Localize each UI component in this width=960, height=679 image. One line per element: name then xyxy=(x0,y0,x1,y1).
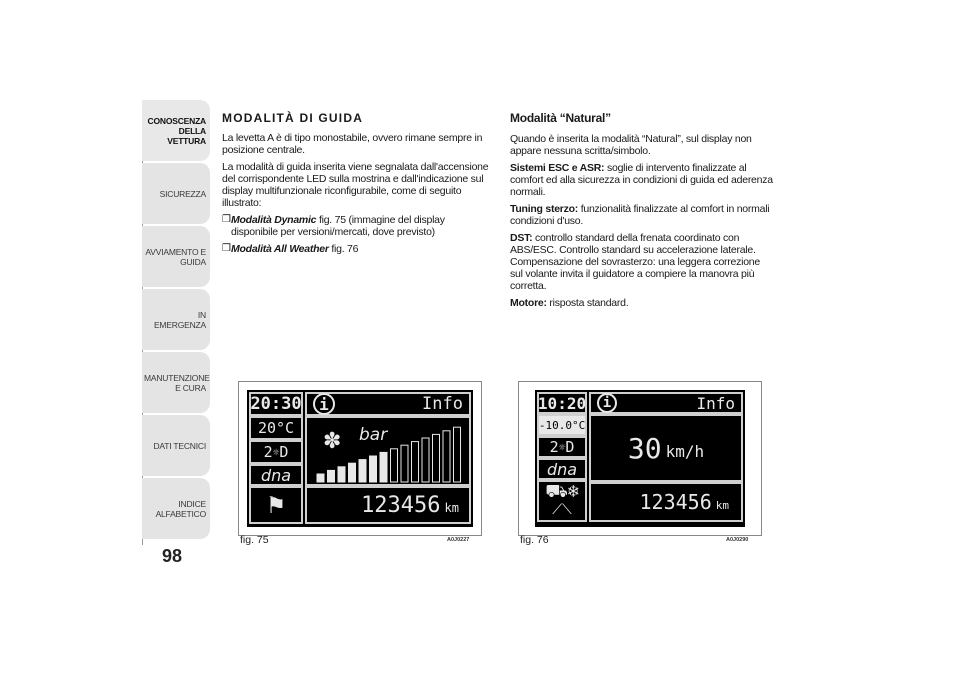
gauge-bar xyxy=(422,438,429,482)
fig-75-label: fig. 75 xyxy=(240,534,269,546)
figure-76 xyxy=(518,381,762,536)
bullet-term: Modalità Dynamic xyxy=(231,214,317,226)
paragraph: Quando è inserita la modalità “Natural”, sul display non appare nessuna scritta/simbolo. xyxy=(510,133,752,157)
lamp-icon: ☼ xyxy=(272,445,280,459)
item-term: Tuning sterzo: xyxy=(510,203,579,215)
bullet-item xyxy=(222,214,492,238)
fig-76-code: A0J0290 xyxy=(726,537,749,543)
clock: 10:20 xyxy=(537,393,587,413)
gauge-bar xyxy=(359,460,366,482)
bullet-item xyxy=(222,243,492,255)
gauge-bar xyxy=(328,470,335,482)
dynamic-flag-icon: ⚑ xyxy=(249,486,303,524)
info-bar xyxy=(589,392,743,414)
item-text: funzionalità finalizzate al comfort in normali condizioni d'uso. xyxy=(510,203,770,227)
bullet-term: Modalità All Weather xyxy=(231,243,329,255)
display-all-weather xyxy=(535,390,745,527)
speed-readout: 30 km/h xyxy=(589,414,743,482)
gauge-bar xyxy=(370,456,377,482)
clock: 20:30 xyxy=(250,394,302,414)
item-text: soglie di intervento finalizzate al comfort ed alla sicurezza in condizioni di guida ed aderenza normali. xyxy=(510,162,773,198)
subheading: Modalità “Natural” xyxy=(510,111,611,125)
info-icon: i xyxy=(313,393,335,415)
item-text: risposta standard. xyxy=(546,297,629,309)
left-column xyxy=(222,112,492,260)
fig-75-code: A0J0227 xyxy=(447,537,470,543)
temperature: -10.0°C xyxy=(537,414,587,436)
info-label: Info xyxy=(422,394,463,414)
bullet-text: fig. 76 xyxy=(328,243,359,255)
gauge-bar xyxy=(412,442,419,482)
tab-indice[interactable]: INDICE ALFABETICO xyxy=(142,478,210,539)
tab-dati-tecnici[interactable]: DATI TECNICI xyxy=(142,415,210,476)
item xyxy=(510,297,775,309)
checkbox-icon: ❒ xyxy=(222,214,231,225)
paragraph: La modalità di guida inserita viene segnalata dall'accensione del corrispondente LED sulla mostrina e dall'indicazione sul display multifunzionale riconfigurabile, come di seguito illustrato: xyxy=(222,161,489,209)
gauge-unit: bar xyxy=(359,425,388,445)
page-number: 98 xyxy=(162,546,183,566)
all-weather-icon xyxy=(537,480,587,522)
item-term: Motore: xyxy=(510,297,547,309)
display-dynamic xyxy=(247,390,473,527)
info-label: Info xyxy=(696,393,735,413)
item xyxy=(510,232,775,292)
tab-avviamento[interactable]: AVVIAMENTO E GUIDA xyxy=(142,226,210,287)
item-term: DST: xyxy=(510,232,533,244)
gauge-bar xyxy=(349,463,356,482)
bullet-text: fig. 75 (immagine del display disponibile per versioni/mercati, dove previsto) xyxy=(231,214,445,238)
odometer: 123456 km xyxy=(589,482,743,522)
gauge-bar xyxy=(401,445,408,482)
item xyxy=(510,203,775,227)
section-heading: MODALITÀ DI GUIDA xyxy=(222,111,364,125)
temperature: 20°C xyxy=(249,416,303,440)
item-text: controllo standard della frenata coordinato con ABS/ESC. Controllo standard su accelerazione laterale. Compensazione del sovrasterzo: una leggera correzione sul volante invita il guidatore a compiere la manovra più corretta. xyxy=(510,232,760,292)
gauge-bar xyxy=(380,452,387,482)
tab-emergenza[interactable]: IN EMERGENZA xyxy=(142,289,210,350)
gear-indicator: 2 ☼ D xyxy=(249,440,303,464)
figure-75 xyxy=(238,381,482,536)
paragraph: La levetta A è di tipo monostabile, ovvero rimane sempre in posizione centrale. xyxy=(222,132,483,156)
chapter-tabs xyxy=(142,100,210,541)
fig-76-label: fig. 76 xyxy=(520,534,549,546)
dna-label: dna xyxy=(537,458,587,480)
turbo-icon: ✽ xyxy=(323,429,342,454)
gear-indicator: 2 ☼ D xyxy=(537,436,587,458)
gauge-bar xyxy=(391,449,398,482)
gauge-bar xyxy=(443,431,450,482)
gauge-bar xyxy=(433,434,440,482)
gauge-bar xyxy=(317,474,324,482)
item xyxy=(510,162,775,198)
checkbox-icon: ❒ xyxy=(222,243,231,254)
car-snow-icon: ⛟❄ xyxy=(545,481,579,502)
item-term: Sistemi ESC e ASR: xyxy=(510,162,605,174)
tab-manutenzione[interactable]: MANUTENZIONE E CURA xyxy=(142,352,210,413)
lamp-icon: ☼ xyxy=(558,440,566,454)
gauge-bar xyxy=(338,467,345,482)
tab-conoscenza[interactable]: CONOSCENZA DELLA VETTURA xyxy=(142,100,210,161)
dna-label: dna xyxy=(249,464,303,486)
gauge-bar xyxy=(454,427,461,482)
odometer: 123456 km xyxy=(305,486,471,524)
tab-sicurezza[interactable]: SICUREZZA xyxy=(142,163,210,224)
road-icon: ⟋⟍ xyxy=(552,502,572,518)
right-column xyxy=(510,112,775,314)
info-icon: i xyxy=(597,393,617,413)
